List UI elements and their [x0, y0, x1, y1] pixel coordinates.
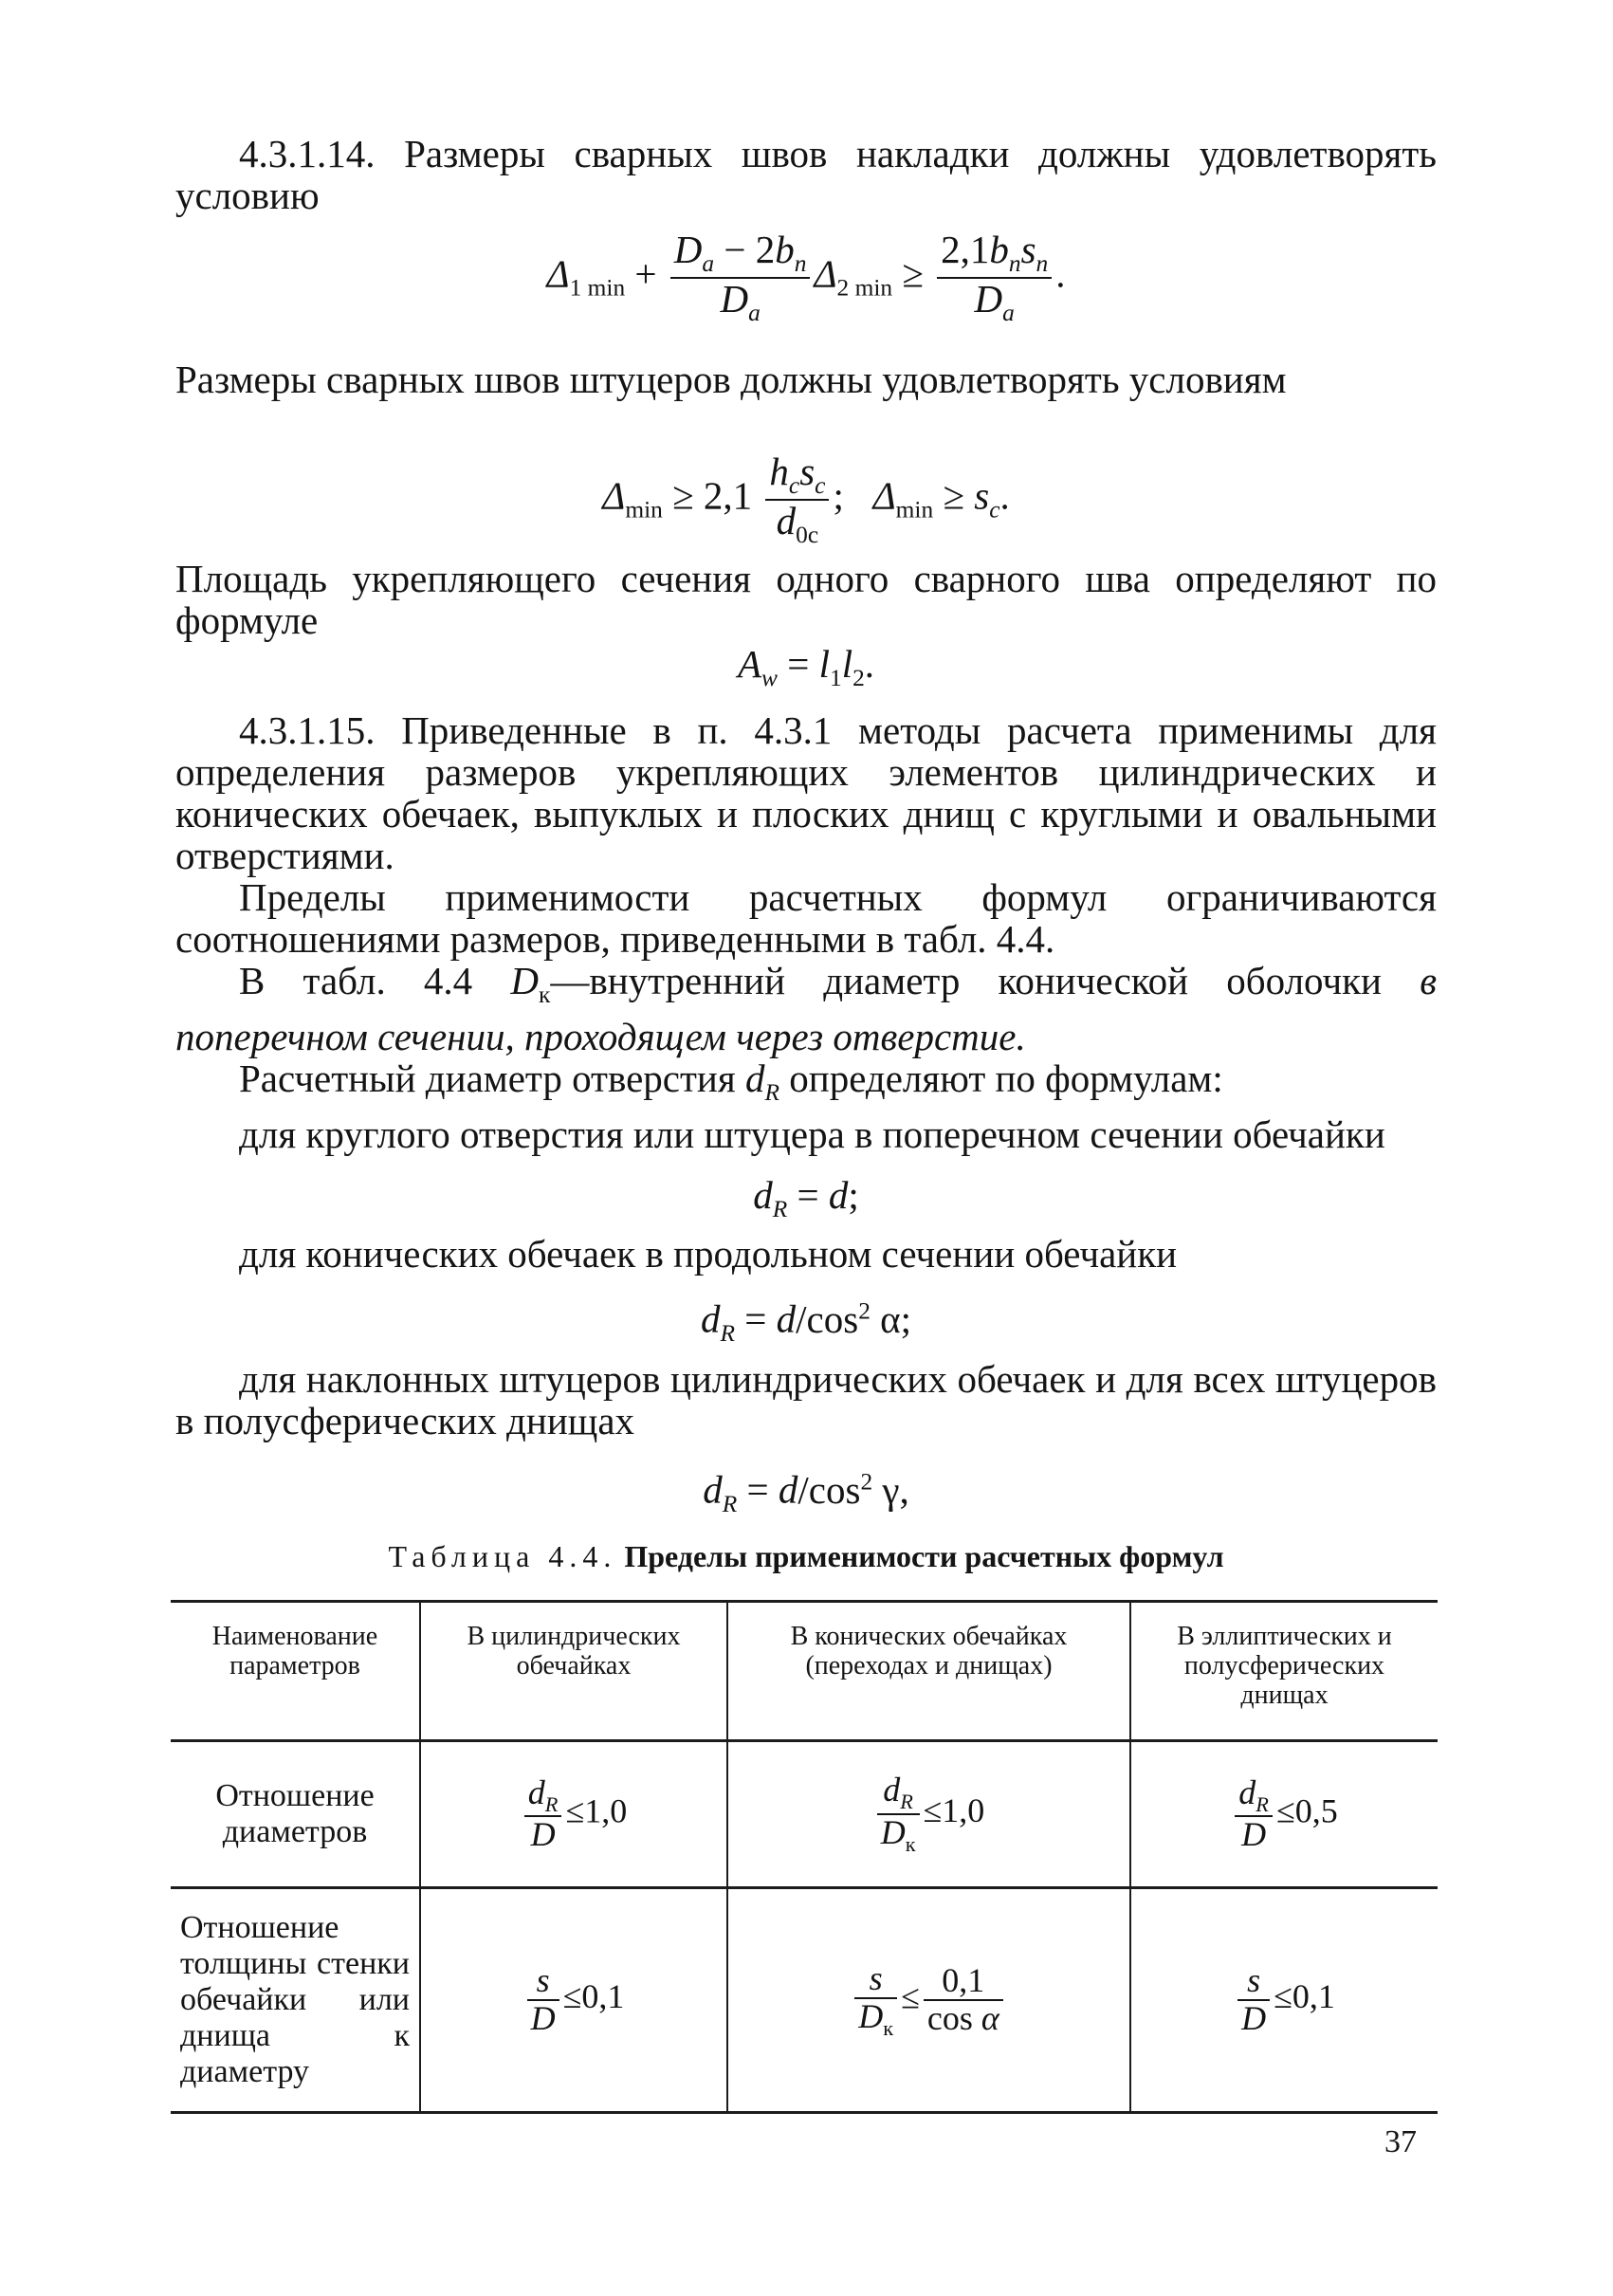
- formula-weld-area: $A_w = l_1l_2$.: [737, 642, 875, 692]
- cell-cylindrical-thickness-ratio: $\frac{s}{D}$ ≤0,1: [420, 1888, 727, 2113]
- page-number: 37: [1384, 2124, 1417, 2159]
- table-caption: [175, 1538, 1437, 1574]
- row-name-diameter-ratio: Отношение диаметров: [171, 1741, 420, 1888]
- paragraph-inclined: для наклонных штуцеров цилиндрических обечаек и для всех штуцеров в полусферических днищах: [175, 1357, 1437, 1442]
- cell-elliptical-thickness-ratio: $\frac{s}{D}$ ≤0,1: [1130, 1888, 1438, 2113]
- formula-dr-inclined: $d_R = d/\cos^2$ γ,: [703, 1467, 909, 1517]
- paragraph-design-diameter: Расчетный диаметр отверстия $d_R$ определяют по формулам:: [239, 1056, 1223, 1107]
- section-inclined: [175, 1358, 1437, 1442]
- header-parameter: Наименование параметров: [171, 1602, 420, 1741]
- cell-cylindrical-diameter-ratio: $\frac{d_R}{D}$ ≤1,0: [420, 1741, 727, 1888]
- section-weld-area: [175, 558, 1437, 641]
- table-header-row: [171, 1602, 1438, 1741]
- table-caption-title: Пределы применимости расчетных формул: [624, 1539, 1224, 1573]
- header-conical: В конических обечайках (переходах и днищах): [727, 1602, 1130, 1741]
- cell-conical-diameter-ratio: $\frac{d_R}{D_к}$ ≤1,0: [727, 1741, 1130, 1888]
- paragraph-dk-definition: В табл. 4.4 $D_к—внутренний$ диаметр конической оболочки в поперечном сечении, проходящем через отверстие.: [175, 959, 1438, 1059]
- section-4-3-1-15: [175, 709, 1437, 1155]
- section-nozzle-welds: [175, 358, 1437, 400]
- header-cylindrical: В цилиндрических обечайках: [420, 1602, 727, 1741]
- paragraph-round-hole: для круглого отверстия или штуцера в поперечном сечении обечайки: [239, 1112, 1385, 1157]
- formula-overlay-weld-condition: $\Delta_{1 min}$ + $\frac{D_a - 2b_n}{D_a}$ $\Delta_{2 min}$ ≥ $\frac{2,1b_ns_n}{D_a}$ .: [546, 228, 1066, 327]
- paragraph-4-3-1-14: 4.3.1.14. Размеры сварных швов накладки должны удовлетворять условию: [175, 132, 1437, 217]
- table-caption-label: Таблица 4.4.: [388, 1539, 617, 1573]
- section-4-3-1-14: [175, 133, 1437, 216]
- cell-conical-thickness-ratio: $\frac{s}{D_к}$ ≤ $\frac{0,1}{\text{cos α}}$: [727, 1888, 1130, 2113]
- paragraph-nozzle-welds: Размеры сварных швов штуцеров должны удовлетворять условиям: [175, 358, 1287, 401]
- paragraph-limits: Пределы применимости расчетных формул ограничиваются соотношениями размеров, приведенными в табл. 4.4.: [175, 875, 1437, 961]
- limits-table: [171, 1600, 1438, 2114]
- paragraph-conical: для конических обечаек в продольном сечении обечайки: [239, 1232, 1178, 1276]
- cell-elliptical-diameter-ratio: $\frac{d_R}{D}$ ≤0,5: [1130, 1741, 1438, 1888]
- paragraph-weld-area: Площадь укрепляющего сечения одного сварного шва определяют по формуле: [175, 557, 1437, 642]
- table-row: [171, 1741, 1438, 1888]
- table-row: [171, 1888, 1438, 2113]
- formula-dr-round: $d_R = d$;: [753, 1173, 859, 1223]
- paragraph-4-3-1-15: 4.3.1.15. Приведенные в п. 4.3.1 методы расчета применимы для определения размеров укрепляющих элементов цилиндрических и конических обечаек, выпуклых и плоских днищ с круглыми и овальными отверстиями.: [175, 708, 1437, 877]
- section-conical: [175, 1233, 1437, 1275]
- formula-dr-conical: $d_R = d/\cos^2$ α;: [700, 1296, 912, 1347]
- header-elliptical: В эллиптических и полусферических днищах: [1130, 1602, 1438, 1741]
- formula-nozzle-weld-condition: $\Delta_{min} \ge 2,1$ $\frac{h_cs_c}{d_{0c}}$ ; $\Delta_{min} \ge s_c$.: [602, 450, 1010, 549]
- row-name-thickness-ratio: Отношение толщины стенки обечайки или днища к диаметру: [171, 1888, 420, 2113]
